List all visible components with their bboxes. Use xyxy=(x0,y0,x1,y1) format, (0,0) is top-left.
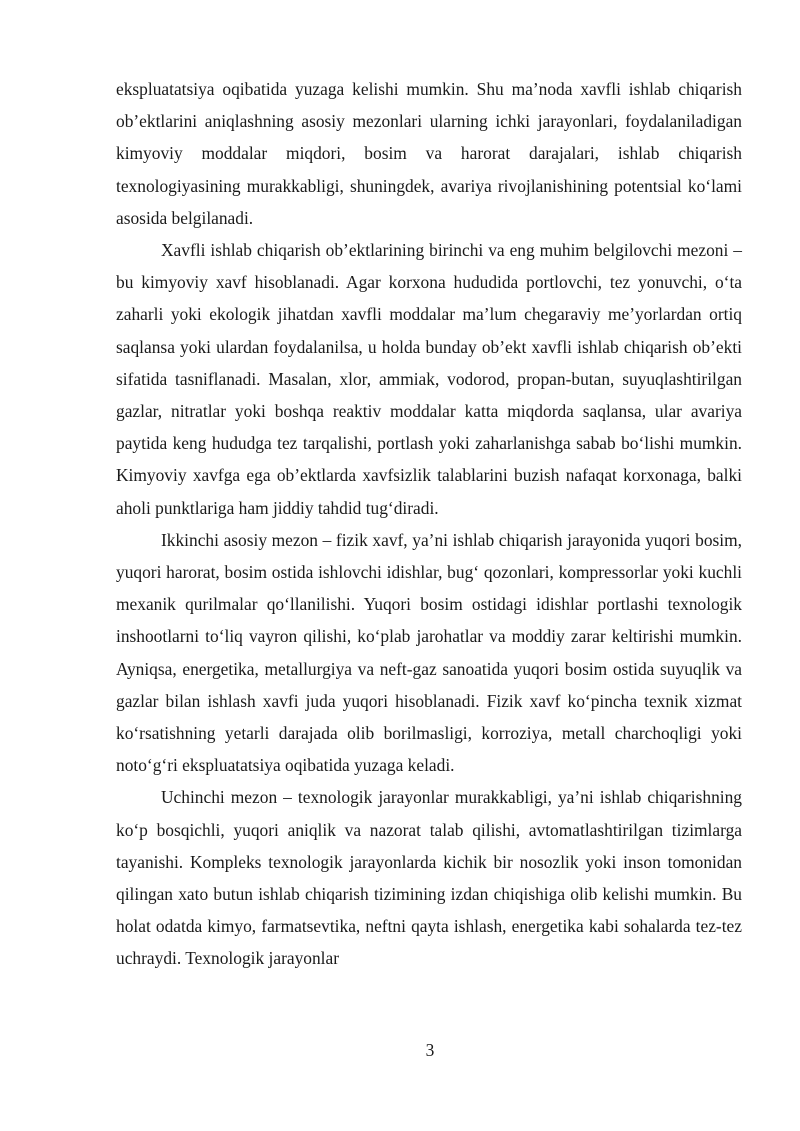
page-number: 3 xyxy=(425,1040,435,1060)
paragraph-physical-hazard: Ikkinchi asosiy mezon – fizik xavf, ya’ni ishlab chiqarish jarayonida yuqori bosim, yuqori harorat, bosim ostida ishlovchi idishlar, bug‘ qozonlari, kompressorlar yoki kuchli mexanik qurilmalar qo‘llanilishi. Yuqori bosim ostidagi idishlar portlashi texnologik inshootlarni to‘liq vayron qilishi, ko‘plab jarohatlar va moddiy zarar keltirishi mumkin. Ayniqsa, energetika, metallurgiya va neft-gaz sanoatida yuqori bosim ostida suyuqlik va gazlar bilan ishlash xavfi juda yuqori hisoblanadi. Fizik xavf ko‘pincha texnik xizmat ko‘rsatishning yetarli darajada olib borilmasligi, korroziya, metall charchoqligi yoki noto‘g‘ri ekspluatatsiya oqibatida yuzaga keladi. xyxy=(116,529,742,776)
paragraph-continuation: ekspluatatsiya oqibatida yuzaga kelishi mumkin. Shu ma’noda xavfli ishlab chiqarish ob’ektlarini aniqlashning asosiy mezonlari ularning ichki jarayonlari, foydalaniladigan kimyoviy moddalar miqdori, bosim va harorat darajalari, ishlab chiqarish texnologiyasining murakkabligi, shuningdek, avariya rivojlanishining potentsial ko‘lami asosida belgilanadi. xyxy=(116,79,742,228)
document-body xyxy=(116,73,742,975)
paragraph-chemical-hazard: Xavfli ishlab chiqarish ob’ektlarining birinchi va eng muhim belgilovchi mezoni – bu kimyoviy xavf hisoblanadi. Agar korxona hududida portlovchi, tez yonuvchi, o‘ta zaharli yoki ekologik jihatdan xavfli moddalar ma’lum chegaraviy me’yorlardan ortiq saqlansa yoki ulardan foydalanilsa, u holda bunday ob’ekt xavfli ishlab chiqarish ob’ekti sifatida tasniflanadi. Masalan, xlor, ammiak, vodorod, propan-butan, suyuqlashtirilgan gazlar, nitratlar yoki boshqa reaktiv moddalar katta miqdorda saqlansa, ular avariya paytida keng hududga tez tarqalishi, portlash yoki zaharlanishga sabab bo‘lishi mumkin. Kimyoviy xavfga ega ob’ektlarda xavfsizlik talablarini buzish nafaqat korxonaga, balki aholi punktlariga ham jiddiy tahdid tug‘diradi. xyxy=(116,240,742,518)
paragraph-technological-complexity: Uchinchi mezon – texnologik jarayonlar murakkabligi, ya’ni ishlab chiqarishning ko‘p bosqichli, yuqori aniqlik va nazorat talab qilishi, avtomatlashtirilgan tizimlarga tayanishi. Kompleks texnologik jarayonlarda kichik bir nosozlik yoki inson tomonidan qilingan xato butun ishlab chiqarish tizimining izdan chiqishiga olib kelishi mumkin. Bu holat odatda kimyo, farmatsevtika, neftni qayta ishlash, energetika kabi sohalarda tez-tez uchraydi. Texnologik jarayonlar xyxy=(116,787,742,969)
